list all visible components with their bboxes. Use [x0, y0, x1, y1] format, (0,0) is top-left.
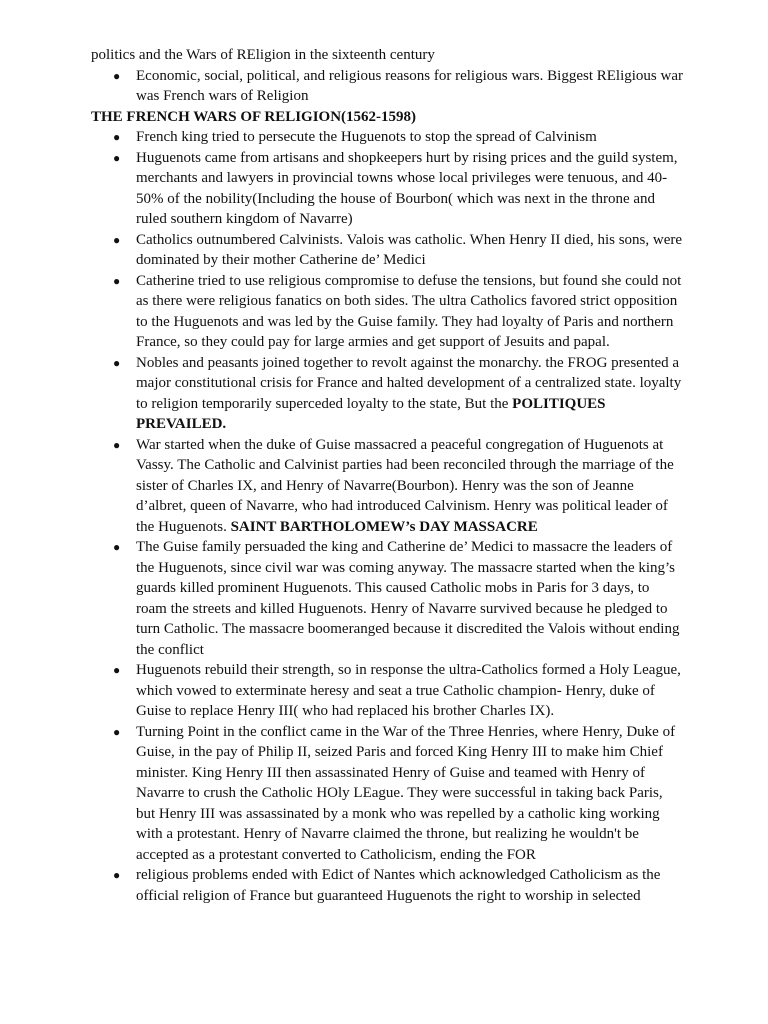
intro-line: politics and the Wars of REligion in the sixteenth century: [91, 47, 435, 63]
list-item-text: War started when the duke of Guise massacred a peaceful congregation of Huguenots at Vassy. The Catholic and Calvinist parties had been reconciled through the marriage of the sister of Charles IX, and Henry of Navarre(Bourbon). Henry was the son of Jeanne d’albret, queen of Navarre, who had introduced Calvinism. Henry was political leader of the Huguenots.: [136, 436, 674, 535]
list-item: [91, 230, 683, 271]
list-item: [91, 127, 683, 148]
list-item-text: Nobles and peasants joined together to revolt against the monarchy. the FROG presented a major constitutional crisis for France and halted development of a centralized state. loyalty to religion temporarily superceded loyalty to the state, But the: [136, 354, 682, 412]
bullet-icon: ●: [113, 232, 121, 247]
bullet-icon: ●: [113, 355, 121, 370]
list-item: [91, 722, 683, 866]
list-item-text: religious problems ended with Edict of Nantes which acknowledged Catholicism as the official religion of France but guaranteed Huguenots the right to worship in selected: [136, 867, 661, 904]
bullet-icon: ●: [113, 437, 121, 452]
section-heading: THE FRENCH WARS OF RELIGION(1562-1598): [91, 108, 417, 125]
list-item-bold-text: SAINT BARTHOLOMEW’s DAY MASSACRE: [230, 518, 538, 535]
bullet-icon: ●: [113, 150, 121, 165]
list-item: [91, 353, 683, 435]
bullet-icon: ●: [113, 130, 121, 144]
list-item: [91, 148, 683, 230]
list-item: [91, 271, 683, 353]
bullet-list: [91, 127, 683, 906]
bullet-icon: ●: [113, 724, 121, 739]
document-page: [91, 45, 683, 906]
list-item-text: Turning Point in the conflict came in the War of the Three Henries, where Henry, Duke of Guise, in the pay of Philip II, seized Paris and forced King Henry III to make him Chief minister. King Henry III then assassinated Henry of Guise and teamed with Henry of Navarre to crush the Catholic HOly LEague. They were successful in taking back Paris, but Henry III was assassinated by a monk who was repelled by a catholic king working with a protestant. Henry of Navarre claimed the throne, but realizing he wouldn't be accepted as a protestant converted to Catholicism, ending the FOR: [136, 723, 676, 863]
list-item: [91, 537, 683, 660]
bullet-icon: ●: [113, 68, 121, 83]
bullet-icon: ●: [113, 868, 121, 882]
list-item-text: Catholics outnumbered Calvinists. Valois was catholic. When Henry II died, his sons, were dominated by their mother Catherine de’ Medici: [136, 231, 683, 268]
list-item: [91, 66, 683, 107]
bullet-icon: ●: [113, 663, 121, 677]
list-item-text: Huguenots rebuild their strength, so in response the ultra-Catholics formed a Holy League, which vowed to exterminate heresy and seat a true Catholic champion- Henry, duke of Guise to replace Henry III( who had replaced his brother Charles IX).: [136, 662, 681, 719]
list-item-bold-text: POLITIQUES PREVAILED.: [136, 395, 606, 432]
list-item-text: Economic, social, political, and religious reasons for religious wars. Biggest REligious war was French wars of Religion: [136, 67, 683, 104]
intro-bullet-list: [91, 66, 683, 107]
list-item-text: French king tried to persecute the Huguenots to stop the spread of Calvinism: [136, 129, 597, 145]
bullet-icon: ●: [113, 540, 121, 554]
list-item-text: The Guise family persuaded the king and Catherine de’ Medici to massacre the leaders of the Huguenots, since civil war was coming anyway. The massacre started when the king’s guards killed prominent Huguenots. This caused Catholic mobs in Paris for 3 days, to roam the streets and killed Huguenots. Henry of Navarre survived because he pledged to turn Catholic. The massacre boomeranged because it discredited the Valois without ending the conflict: [136, 539, 680, 658]
list-item: [91, 660, 683, 722]
list-item: [91, 435, 683, 538]
list-item-text: Huguenots came from artisans and shopkeepers hurt by rising prices and the guild system, merchants and lawyers in provincial towns whose local privileges were tenuous, and 40-50% of the nobility(Including the house of Bourbon( which was next in the throne and ruled southern kingdom of Navarre): [136, 149, 678, 227]
bullet-icon: ●: [113, 273, 121, 288]
list-item: [91, 865, 683, 906]
list-item-text: Catherine tried to use religious compromise to defuse the tensions, but found she could not as there were religious fanatics on both sides. The ultra Catholics favored strict opposition to the Huguenots and was led by the Guise family. They had loyalty of Paris and northern France, so they could pay for large armies and get support of Jesuits and papal.: [136, 272, 682, 350]
